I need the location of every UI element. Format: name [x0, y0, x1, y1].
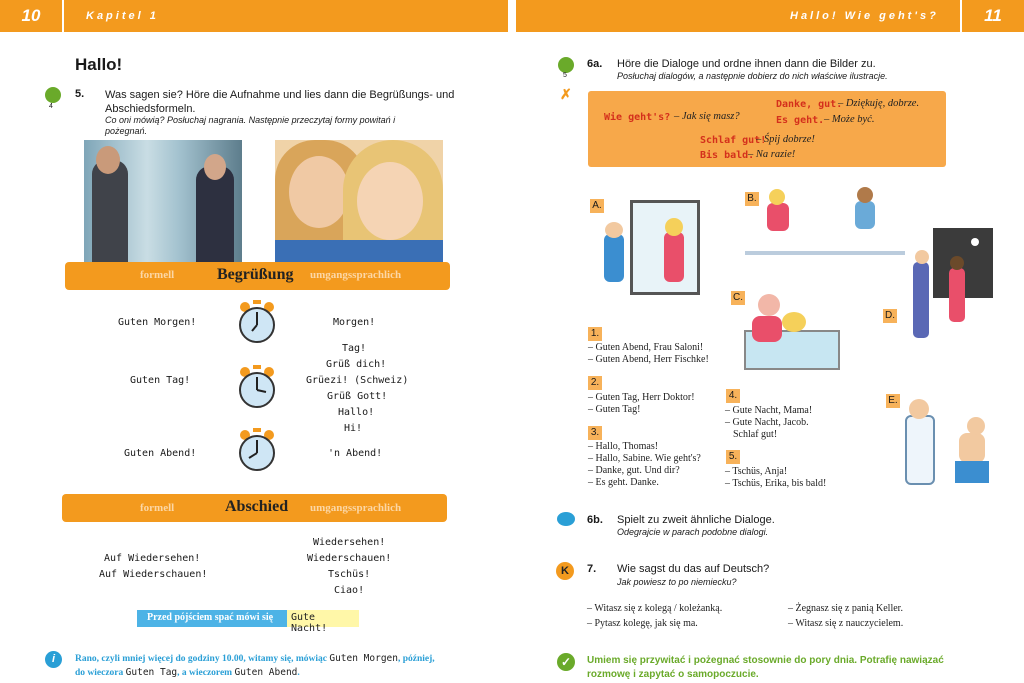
banner-informal-label: umgangssprachlich — [310, 502, 402, 514]
greeting-informal: 'n Abend! — [328, 448, 383, 459]
exercise-instruction-pl: Jak powiesz to po niemiecku? — [617, 577, 737, 587]
k-badge-icon: K — [556, 562, 574, 580]
vocab-de: Es geht. — [776, 115, 825, 126]
summary-text: Umiem się przywitać i pożegnać stosownie do pory dnia. Potrafię nawiązać rozmowę i zapytać o samopoczucie. — [587, 655, 944, 680]
alarm-clock-icon — [236, 428, 278, 472]
banner-formal-label: formell — [140, 502, 175, 514]
dialogue-number: 4. — [726, 389, 740, 403]
track-number: 5 — [563, 72, 567, 79]
illustration-b-girls-running — [745, 185, 905, 260]
exercise-number: 6a. — [587, 58, 603, 70]
vocab-pl: – Śpij dobrze! — [756, 134, 815, 145]
dialogue-2: – Guten Tag, Herr Doktor! – Guten Tag! — [588, 392, 695, 415]
exercise-number: 7. — [587, 563, 597, 575]
dialogue-number: 2. — [588, 376, 602, 390]
picture-label: B. — [745, 192, 759, 206]
exercise-instruction-pl: Co oni mówią? Posłuchaj nagrania. Następnie przeczytaj formy powitań i pożegnań. — [105, 115, 396, 136]
cd-audio-icon — [558, 57, 574, 73]
page-number-right: 11 — [962, 0, 1024, 32]
illustration-c-child-in-bed — [738, 290, 843, 380]
dialogue-4: – Gute Nacht, Mama! – Gute Nacht, Jacob. Schlaf gut! — [725, 405, 813, 440]
banner-title: Begrüßung — [217, 266, 294, 283]
farewell-formal: Auf Wiederschauen! — [99, 569, 208, 580]
farewell-informal: Tschüs! — [328, 569, 371, 580]
greeting-informal: Grüß Gott! — [327, 391, 388, 402]
picture-label: C. — [733, 292, 743, 303]
cross-icon: ✗ — [560, 86, 572, 102]
banner-formal-label: formell — [140, 269, 175, 281]
exercise-instruction: Höre die Dialoge und ordne ihnen dann die Bilder zu. — [617, 58, 876, 70]
illustration-e-doctor-patient — [895, 393, 1000, 498]
exercise-instruction: Wie sagst du das auf Deutsch? — [617, 563, 770, 575]
banner-informal-label: umgangssprachlich — [310, 269, 402, 281]
good-night-phrase: Gute Nacht! — [287, 610, 359, 627]
chapter-label: Kapitel 1 — [86, 10, 159, 22]
farewell-informal: Wiederschauen! — [307, 553, 392, 564]
picture-label: A. — [590, 199, 604, 213]
vocab-de: Bis bald. — [700, 150, 755, 161]
greeting-formal: Guten Tag! — [130, 375, 191, 386]
task-item: – Witasz się z kolegą / koleżanką. — [587, 603, 723, 614]
photo-girls-hugging — [275, 140, 443, 265]
vocab-de: Wie geht's? — [604, 112, 671, 123]
exercise-instruction-pl: Odegrajcie w parach podobne dialogi. — [617, 527, 769, 537]
illustration-a-doorway-greeting — [590, 192, 705, 302]
dialogue-number: 3. — [588, 426, 602, 440]
illustration-d-evening-couple — [893, 228, 993, 348]
banner-title: Abschied — [225, 498, 289, 515]
greeting-formal: Guten Morgen! — [118, 317, 197, 328]
picture-label: E. — [886, 394, 900, 408]
cd-audio-icon — [45, 87, 61, 103]
vocab-de: Danke, gut. — [776, 99, 843, 110]
page-title: Hallo! — [75, 55, 123, 74]
exercise-instruction: Was sagen sie? Höre die Aufnahme und lies dann die Begrüßungs- und Abschiedsformeln. — [105, 89, 455, 115]
greeting-informal: Hi! — [344, 423, 363, 434]
speech-bubble-icon — [557, 512, 575, 526]
vocab-pl: – Jak się masz? — [674, 111, 740, 122]
good-night-text: Przed pójściem spać mówi się — [147, 612, 274, 623]
vocab-pl: – Dziękuję, dobrze. — [838, 98, 920, 109]
task-item: – Witasz się z nauczycielem. — [788, 618, 904, 629]
vocab-pl: – Może być. — [824, 114, 875, 125]
dialogue-3: – Hallo, Thomas! – Hallo, Sabine. Wie geht's? – Danke, gut. Und dir? – Es geht. Danke. — [588, 441, 701, 488]
good-night-note — [137, 610, 359, 634]
task-item: – Pytasz kolegę, jak się ma. — [587, 618, 698, 629]
greeting-informal: Hallo! — [338, 407, 375, 418]
alarm-clock-icon — [236, 300, 278, 344]
exercise-instruction-pl: Posłuchaj dialogów, a następnie dobierz do nich właściwe ilustracje. — [617, 71, 888, 81]
exercise-number: 6b. — [587, 514, 603, 526]
dialogue-number: 1. — [588, 327, 602, 341]
info-icon: i — [45, 651, 62, 668]
checkmark-icon: ✓ — [557, 653, 575, 671]
farewell-formal: Auf Wiedersehen! — [104, 553, 201, 564]
greeting-formal: Guten Abend! — [124, 448, 197, 459]
farewell-informal: Ciao! — [334, 585, 365, 596]
alarm-clock-icon — [236, 365, 278, 409]
vocab-box — [588, 91, 946, 167]
task-item: – Żegnasz się z panią Keller. — [788, 603, 903, 614]
exercise-number: 5. — [75, 88, 85, 100]
photo-businessmen-handshake — [84, 140, 242, 265]
dialogue-number: 5. — [726, 450, 740, 464]
farewell-informal: Wiedersehen! — [313, 537, 386, 548]
dialogue-1: – Guten Abend, Frau Saloni! – Guten Abend, Herr Fischke! — [588, 342, 709, 365]
picture-label: D. — [885, 310, 895, 321]
greeting-informal: Grüezi! (Schweiz) — [306, 375, 409, 386]
dialogue-5: – Tschüs, Anja! – Tschüs, Erika, bis bald! — [725, 466, 827, 489]
page-title-right: Hallo! Wie geht's? — [790, 10, 939, 22]
exercise-instruction: Spielt zu zweit ähnliche Dialoge. — [617, 514, 775, 526]
page-number-left: 10 — [0, 0, 62, 32]
greeting-informal: Tag! — [342, 343, 367, 354]
greeting-informal: Morgen! — [333, 317, 376, 328]
vocab-pl: – Na razie! — [748, 149, 796, 160]
info-text: Rano, czyli mniej więcej do godziny 10.00, witamy się, mówiąc Guten Morgen, później, do wieczora Guten Tag, a wieczorem Guten Abend. — [75, 653, 435, 678]
vocab-de: Schlaf gut! — [700, 135, 767, 146]
greeting-informal: Grüß dich! — [326, 359, 387, 370]
track-number: 4 — [49, 103, 53, 110]
